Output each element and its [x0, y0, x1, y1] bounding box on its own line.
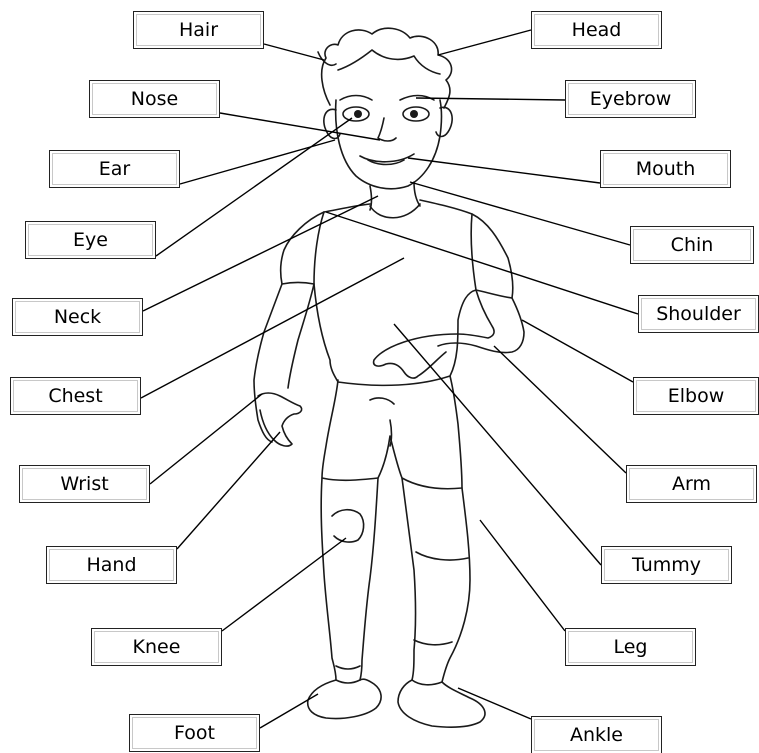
leader-line-elbow: [522, 320, 633, 382]
label-tummy: Tummy: [601, 546, 732, 584]
label-eye: Eye: [25, 221, 156, 259]
nose-outline: [378, 118, 396, 141]
left-arm-outline: [254, 284, 282, 442]
label-chin: Chin: [630, 226, 754, 264]
label-nose: Nose: [89, 80, 220, 118]
leader-line-foot: [260, 694, 318, 728]
label-leg: Leg: [565, 628, 696, 666]
label-arm: Arm: [626, 465, 757, 503]
t-shirt-outline: [281, 200, 513, 385]
label-foot: Foot: [129, 714, 260, 752]
leader-line-arm: [494, 346, 626, 473]
label-neck: Neck: [12, 298, 143, 336]
right-leg-outline: [402, 478, 416, 680]
label-knee: Knee: [91, 628, 222, 666]
right-ear: [436, 107, 452, 136]
leader-line-tummy: [394, 324, 601, 565]
label-head: Head: [531, 11, 662, 49]
left-hand-outline: [258, 393, 302, 446]
label-mouth: Mouth: [600, 150, 731, 188]
left-pupil: [354, 110, 362, 118]
label-hand: Hand: [46, 546, 177, 584]
leader-line-leg: [480, 520, 565, 631]
label-hair: Hair: [133, 11, 264, 49]
leader-line-hair: [264, 44, 324, 60]
leader-line-eye: [156, 118, 352, 256]
leader-line-neck: [143, 196, 378, 311]
leader-line-eyebrow: [416, 98, 565, 100]
left-leg-outline: [321, 478, 336, 680]
leader-lines: [141, 30, 638, 728]
label-ankle: Ankle: [531, 716, 662, 753]
right-pupil: [410, 110, 418, 118]
leader-line-chin: [410, 182, 630, 245]
left-shoe-outline: [308, 679, 381, 718]
left-eyebrow: [340, 96, 372, 101]
label-wrist: Wrist: [19, 465, 150, 503]
leader-line-mouth: [408, 158, 600, 183]
right-shoe-outline: [398, 680, 485, 727]
label-shoulder: Shoulder: [638, 295, 759, 333]
label-eyebrow: Eyebrow: [565, 80, 696, 118]
leader-line-shoulder: [326, 212, 638, 314]
label-chest: Chest: [10, 377, 141, 415]
label-ear: Ear: [49, 150, 180, 188]
knee-outline: [332, 510, 364, 542]
leader-line-chest: [141, 258, 404, 398]
label-elbow: Elbow: [633, 377, 759, 415]
face-outline: [336, 100, 442, 189]
leader-line-ankle: [458, 688, 531, 719]
right-hand-outline: [374, 334, 458, 378]
leader-line-head: [438, 30, 531, 55]
